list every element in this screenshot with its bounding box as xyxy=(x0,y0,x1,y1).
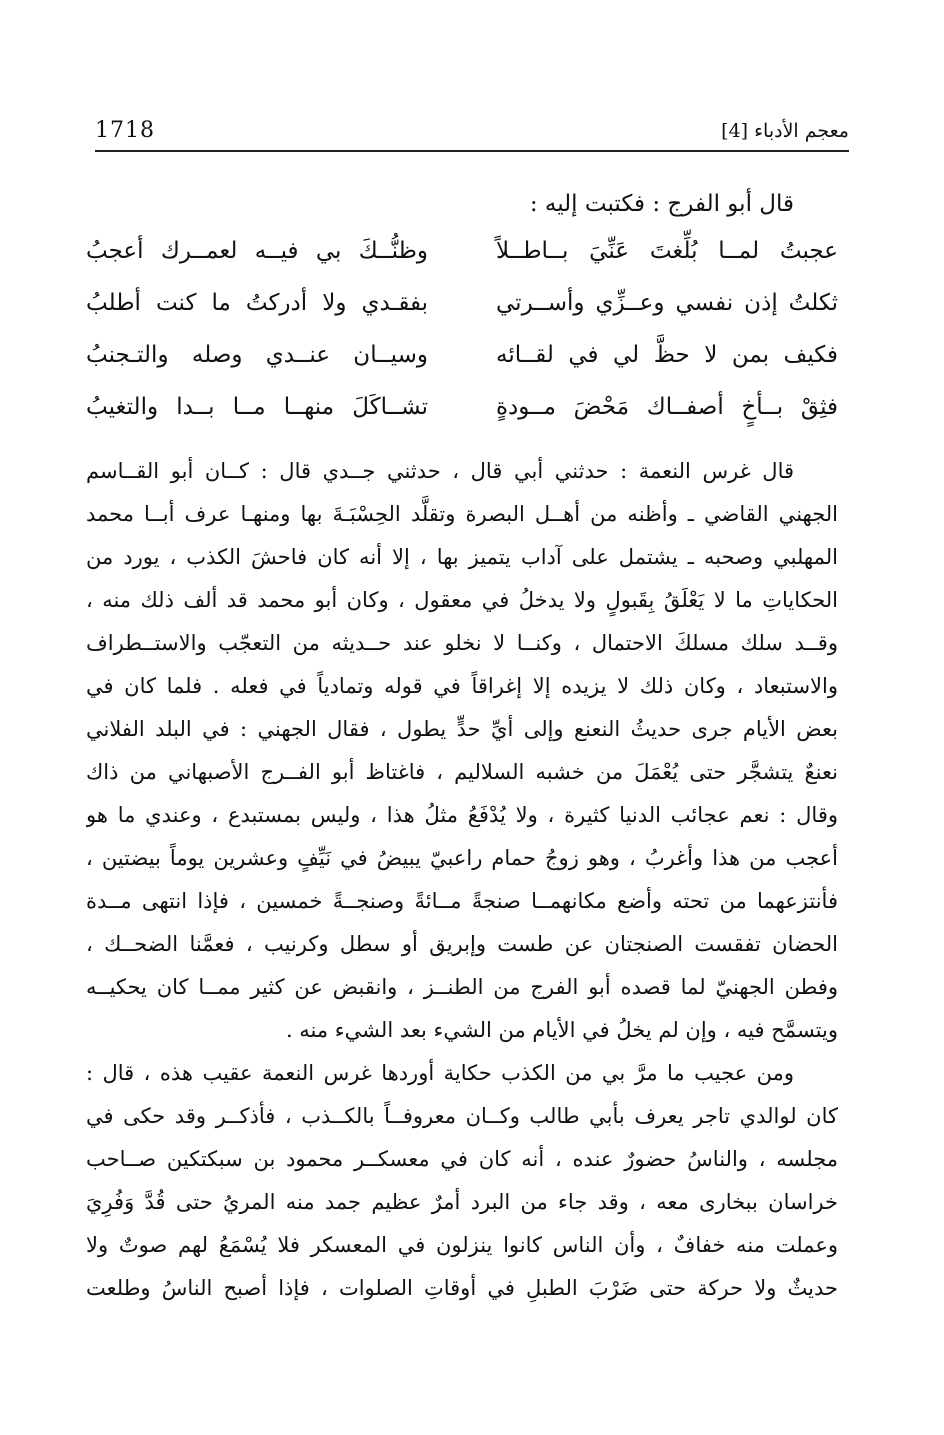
poem-intro: قال أبو الفرج : فكتبت إليه : xyxy=(529,191,794,217)
verse-first-hemistich: فكيف بمن لا حظَّ لي في لقــائه xyxy=(496,342,838,368)
text-line: ومن عجيب ما مرَّ بي من الكذب حكاية أوردها غرس النعمة عقيب هذه ، قال : xyxy=(86,1061,794,1085)
text-line: ويتسمَّح فيه ، وإن لم يخلُ في الأيام من الشيء بعد الشيء منه . xyxy=(285,1018,838,1042)
text-line: قال غرس النعمة : حدثني أبي قال ، حدثني جــدي قال : كــان أبو القــاسم xyxy=(86,459,794,483)
text-line: فأنتزعهما من تحته وأضع مكانهمــا صنجةً مــائةً وصنجــةً خمسين ، فإذا انتهى مــدة xyxy=(86,889,838,913)
verse-second-hemistich: بفقـدي ولا أدركتُ ما كنت أطلبُ xyxy=(86,290,428,316)
verse-first-hemistich: فثِقْ بــأخٍ أصفــاك مَحْضَ مــودةٍ xyxy=(496,394,838,420)
running-title: معجم الأدباء [4] xyxy=(721,120,849,142)
text-line: والاستبعاد ، وكان ذلك لا يزيده إلا إغراقاً في قوله وتمادياً في فعله . فلما كان في xyxy=(86,674,838,698)
text-line: خراسان ببخارى معه ، وقد جاء من البرد أمرٌ عظيم جمد منه المريُ حتى قُدَّ وَفُرِيَ xyxy=(86,1190,838,1214)
verse xyxy=(86,329,838,381)
text-line: وعملت منه خفافٌ ، وأن الناس كانوا ينزلون في المعسكر فلا يُسْمَعُ لهم صوتٌ ولا xyxy=(86,1233,838,1257)
verse-second-hemistich: تشــاكَلَ منهــا مــا بــدا والتغيبُ xyxy=(86,394,428,420)
text-line: الحكاياتِ ما لا يَعْلَقُ بِقَبولٍ ولا يدخلُ في معقول ، وكان أبو محمد قد ألف ذلك منه ، xyxy=(86,588,838,612)
page-header xyxy=(95,116,849,152)
text-line: أعجب من هذا وأغربُ ، وهو زوجُ حمام راعبيّ يبيضُ في نَيِّفٍ وعشرين يوماً بيضتين ، xyxy=(86,846,838,870)
text-line: كان لوالدي تاجر يعرف بأبي طالب وكــان معروفــاً بالكــذب ، فأذكــر وقد حكى في xyxy=(86,1104,838,1128)
text-line: حديثٌ ولا حركة حتى ضَرْبَ الطبلِ في أوقاتِ الصلوات ، فإذا أصبح الناسُ وطلعت xyxy=(86,1276,838,1300)
prose-body xyxy=(86,450,838,1310)
verse xyxy=(86,225,838,277)
verse-second-hemistich: وظنُّــكَ بي فيــه لعمــرك أعجبُ xyxy=(86,238,428,264)
text-line: الحضان تفقست الصنجتان عن طست وإبريق أو سطل وكرنيب ، فعمَّنا الضحــك ، xyxy=(86,932,838,956)
page-number: 1718 xyxy=(95,118,155,143)
text-line: نعنعٌ يتشجَّر حتى يُعْمَلَ من خشبه السلاليم ، فاغتاظ أبو الفــرج الأصبهاني من ذاك xyxy=(86,760,838,784)
text-line: الجهني القاضي ـ وأظنه من أهــل البصرة وتقلَّد الحِسْبَـةَ بها ومنهـا عرف أبــا محمد xyxy=(86,502,838,526)
poem xyxy=(86,225,838,433)
text-line: مجلسه ، والناسُ حضورٌ عنده ، أنه كان في معسكــر محمود بن سبكتكين صــاحب xyxy=(86,1147,838,1171)
text-line: وفطن الجهنيّ لما قصده أبو الفرج من الطنــز ، وانقبض عن كثير ممــا كان يحكيــه xyxy=(86,975,838,999)
text-line: وقال : نعم عجائب الدنيا كثيرة ، ولا يُدْفَعُ مثلُ هذا ، وليس بمستبدع ، وعندي ما هو xyxy=(86,803,838,827)
verse xyxy=(86,381,838,433)
verse-first-hemistich: عجبتُ لمــا بُلِّغتَ عَنِّيَ بــاطــلاً xyxy=(496,238,838,264)
page-body xyxy=(86,186,838,1310)
verse-second-hemistich: وسيــان عنــدي وصله والتـجنبُ xyxy=(86,342,428,368)
text-line: بعض الأيام جرى حديثُ النعنع وإلى أيِّ حدٍّ يطول ، فقال الجهني : في البلد الفلاني xyxy=(86,717,838,741)
verse-first-hemistich: ثكلتُ إذن نفسي وعــزِّي وأســرتي xyxy=(496,290,838,316)
verse xyxy=(86,277,838,329)
text-line: المهلبي وصحبه ـ يشتمل على آداب يتميز بها ، إلا أنه كان فاحشَ الكذب ، يورد من xyxy=(86,545,838,569)
text-line: وقــد سلك مسلكَ الاحتمال ، وكنــا لا نخلو عند حــديثه من التعجّب والاستــطراف xyxy=(86,631,838,655)
